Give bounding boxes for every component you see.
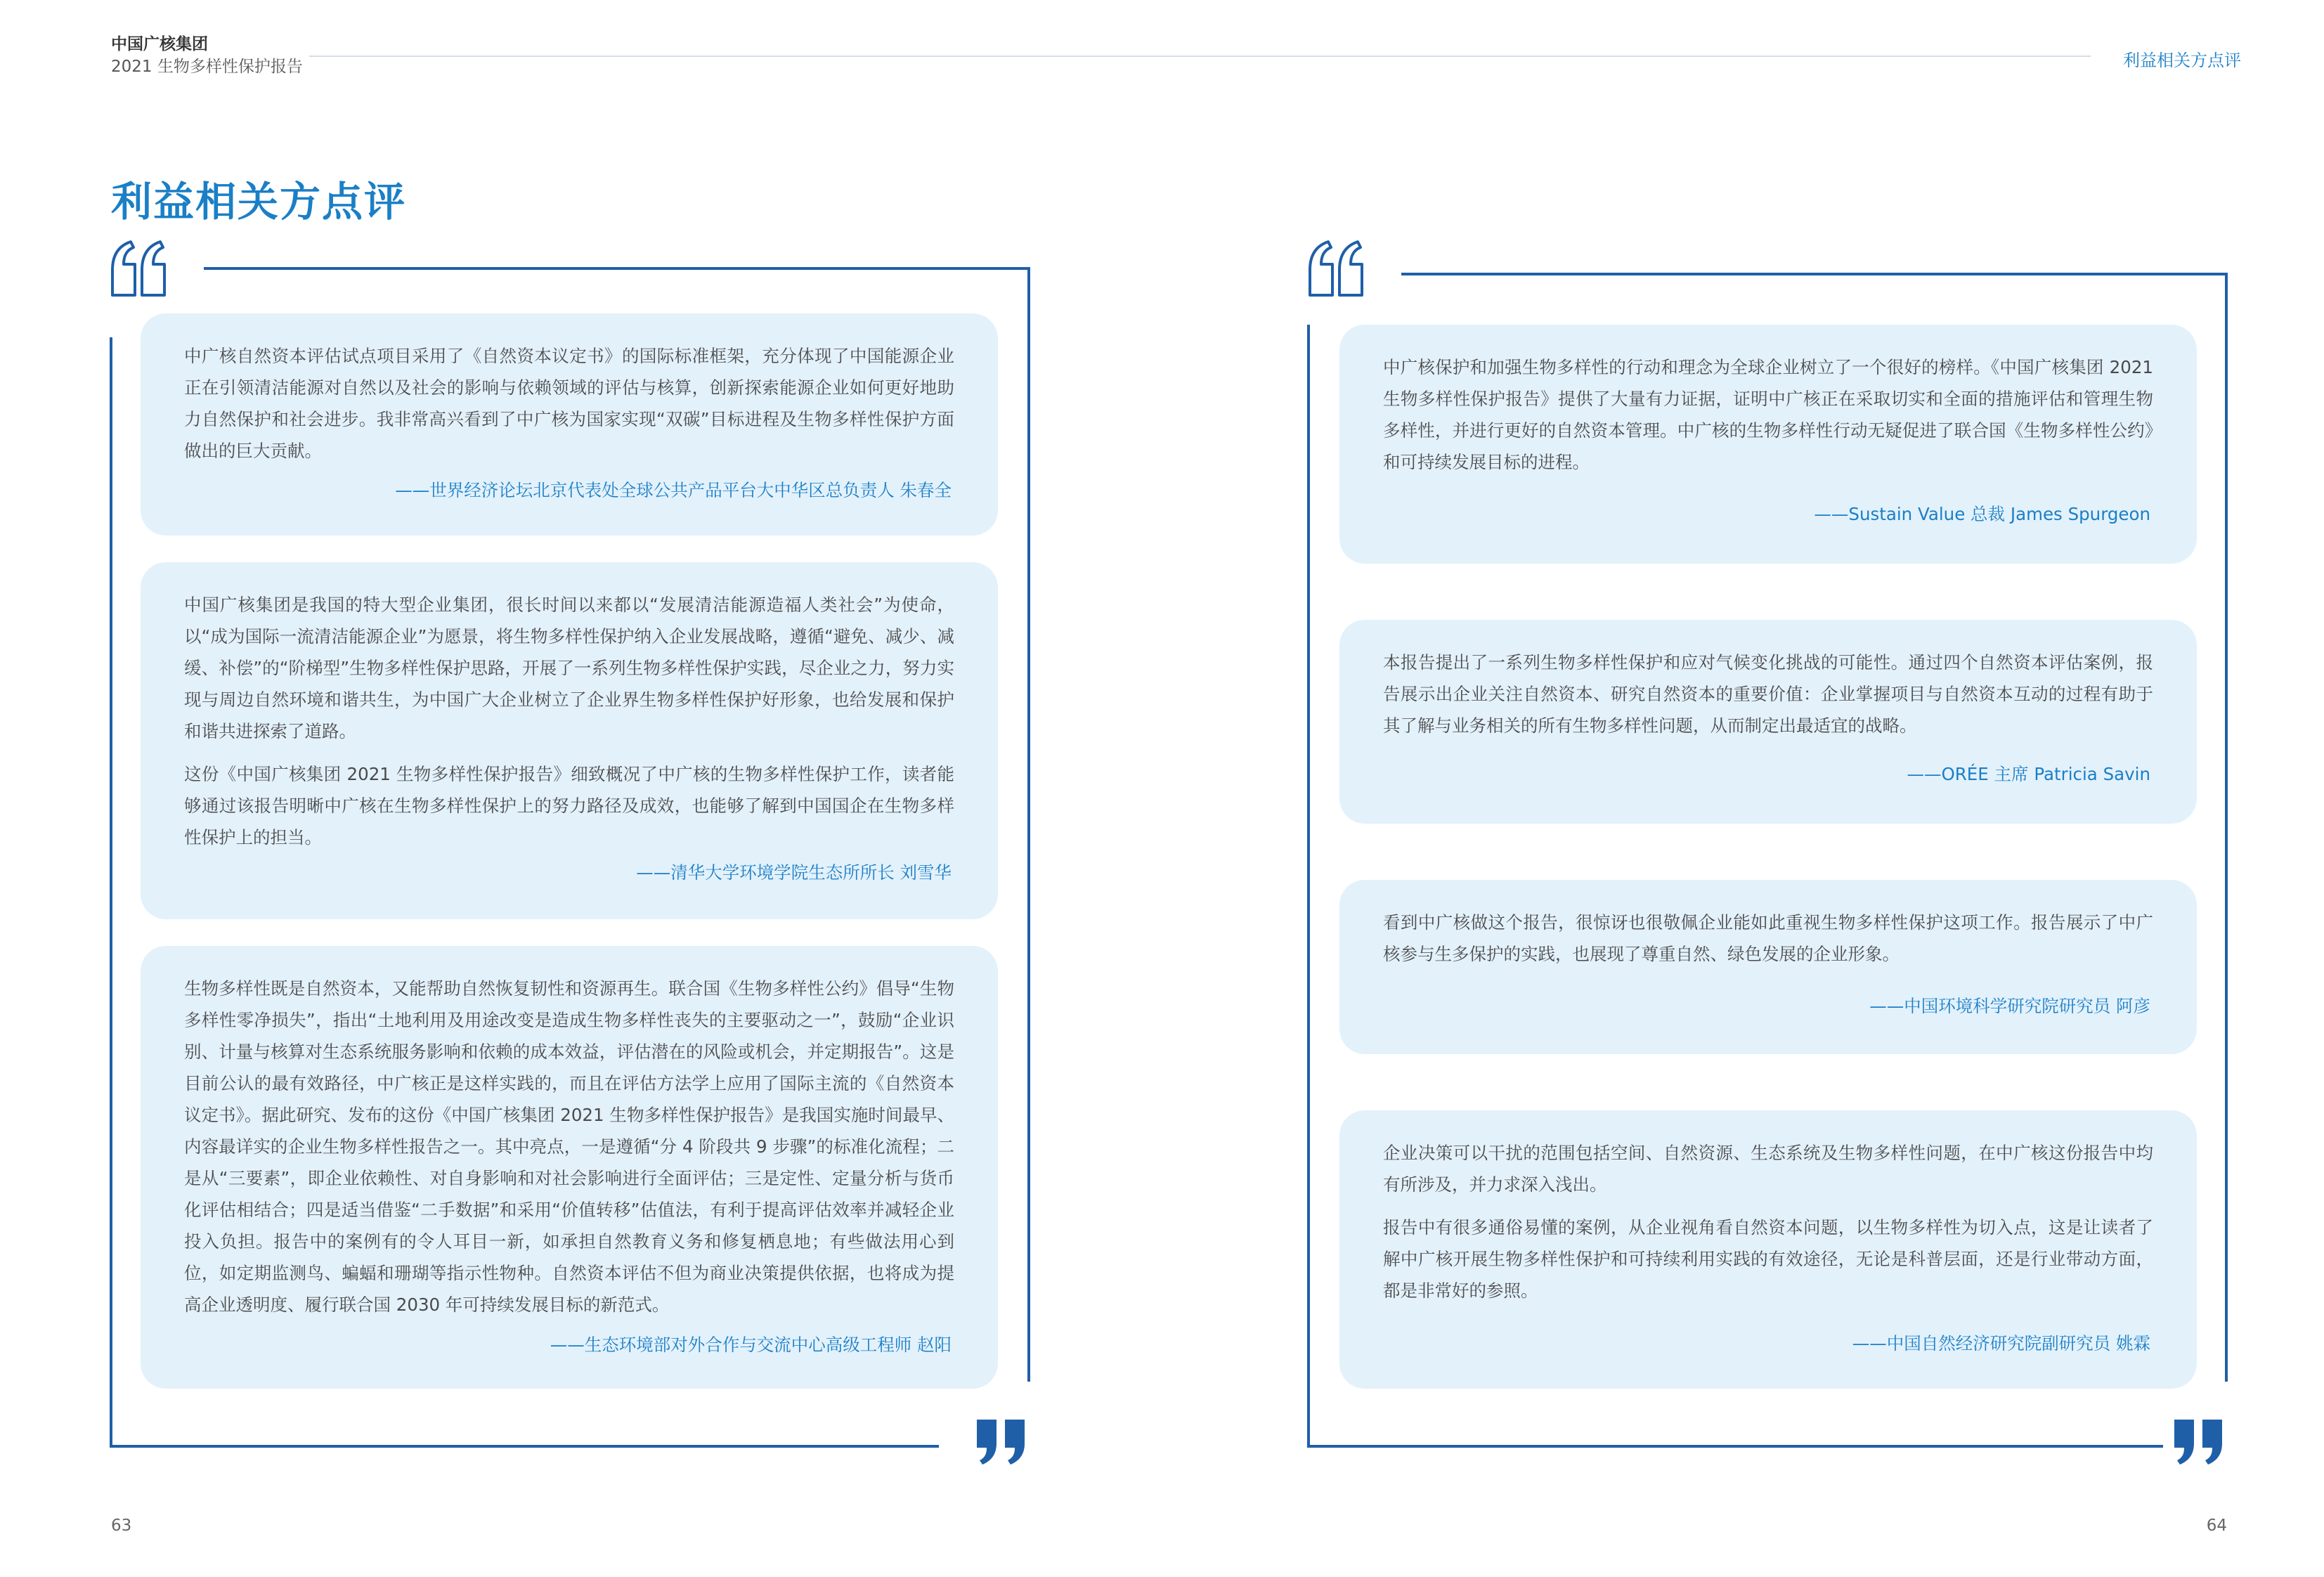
comment-signature: ——ORÉE 主席 Patricia Savin — [1907, 764, 2150, 784]
comment-paragraph: 这份《中国广核集团 2021 生物多样性保护报告》细致概况了中广核的生物多样性保护工作，读者能够通过该报告明晰中广核在生物多样性保护上的努力路径及成效，也能够了解到中国国企在生物多样性保护上的担当。 — [184, 764, 954, 848]
header-divider — [309, 56, 2091, 57]
comment-card — [141, 946, 998, 1389]
right-frame-bottom — [1307, 1445, 2163, 1448]
comment-signature: ——生态环境部对外合作与交流中心高级工程师 赵阳 — [550, 1335, 952, 1355]
comment-card — [1339, 1110, 2197, 1389]
open-quote-icon — [1307, 239, 1366, 298]
company-name: 中国广核集团 — [111, 35, 208, 53]
close-quote-icon — [977, 1420, 1026, 1465]
right-frame-left — [1307, 325, 1310, 1448]
comment-paragraph: 中广核自然资本评估试点项目采用了《自然资本议定书》的国际标准框架，充分体现了中国能源企业正在引领清洁能源对自然以及社会的影响与依赖领域的评估与核算，创新探索能源企业如何更好地助力自然保护和社会进步。我非常高兴看到了中广核为国家实现“双碳”目标进程及生物多样性保护方面做出的巨大贡献。 — [184, 346, 954, 461]
comment-paragraph: 企业决策可以干扰的范围包括空间、自然资源、生态系统及生物多样性问题，在中广核这份报告中均有所涉及，并力求深入浅出。 — [1383, 1143, 2153, 1195]
comment-signature: ——Sustain Value 总裁 James Spurgeon — [1814, 504, 2150, 524]
close-quote-icon — [2174, 1420, 2224, 1465]
open-quote-icon — [110, 239, 169, 298]
comment-signature: ——清华大学环境学院生态所所长 刘雪华 — [636, 862, 952, 883]
comment-card — [141, 313, 998, 536]
comment-card — [141, 562, 998, 919]
comment-paragraph: 本报告提出了一系列生物多样性保护和应对气候变化挑战的可能性。通过四个自然资本评估案例，报告展示出企业关注自然资本、研究自然资本的重要价值：企业掌握项目与自然资本互动的过程有助于其了解与业务相关的所有生物多样性问题，从而制定出最适宜的战略。 — [1383, 652, 2153, 736]
page-number-left: 63 — [111, 1517, 132, 1535]
comment-paragraph: 中国广核集团是我国的特大型企业集团，很长时间以来都以“发展清洁能源造福人类社会”为使命，以“成为国际一流清洁能源企业”为愿景，将生物多样性保护纳入企业发展战略，遵循“避免、减少、减缓、补偿”的“阶梯型”生物多样性保护思路，开展了一系列生物多样性保护实践，尽企业之力，努力实现与周边自然环境和谐共生，为中国广大企业树立了企业界生物多样性保护好形象，也给发展和保护和谐共进探索了道路。 — [184, 595, 954, 741]
comment-card — [1339, 325, 2197, 564]
comment-paragraph: 生物多样性既是自然资本，又能帮助自然恢复韧性和资源再生。联合国《生物多样性公约》倡导“生物多样性零净损失”，指出“土地利用及用途改变是造成生物多样性丧失的主要驱动之一”，鼓励“企业识别、计量与核算对生态系统服务影响和依赖的成本效益，评估潜在的风险或机会，并定期报告”。这是目前公认的最有效路径，中广核正是这样实践的，而且在评估方法学上应用了国际主流的《自然资本议定书》。据此研究、发布的这份《中国广核集团 2021 生物多样性保护报告》是我国实施时间最早、内容最详实的企业生物多样性报告之一。其中亮点，一是遵循“分 4 阶段共 9 步骤”的标准化流程；二是从“三要素”，即企业依赖性、对自身影响和对社会影响进行全面评估；三是定性、定量分析与货币化评估相结合；四是适当借鉴“二手数据”和采用“价值转移”估值法，有利于提高评估效率并减轻企业投入负担。报告中的案例有的令人耳目一新，如承担自然教育义务和修复栖息地；有些做法用心到位，如定期监测鸟、蝙蝠和珊瑚等指示性物种。自然资本评估不但为商业决策提供依据，也将成为提高企业透明度、履行联合国 2030 年可持续发展目标的新范式。 — [184, 978, 954, 1315]
comment-signature: ——中国环境科学研究院研究员 阿彦 — [1869, 996, 2150, 1016]
comment-paragraph: 看到中广核做这个报告，很惊讶也很敬佩企业能如此重视生物多样性保护这项工作。报告展示了中广核参与生多保护的实践，也展现了尊重自然、绿色发展的企业形象。 — [1383, 912, 2153, 964]
left-frame-bottom — [110, 1445, 939, 1448]
left-frame-top — [204, 267, 1030, 270]
comment-card — [1339, 880, 2197, 1054]
report-title: 2021 生物多样性保护报告 — [111, 58, 303, 76]
comment-paragraph: 中广核保护和加强生物多样性的行动和理念为全球企业树立了一个很好的榜样。《中国广核集团 2021 生物多样性保护报告》提供了大量有力证据，证明中广核正在采取切实和全面的措施评估和管理生物多样性，并进行更好的自然资本管理。中广核的生物多样性行动无疑促进了联合国《生物多样性公约》和可持续发展目标的进程。 — [1383, 357, 2153, 472]
right-frame-right — [2225, 273, 2228, 1382]
left-frame-right — [1027, 267, 1030, 1382]
page-number-right: 64 — [2206, 1517, 2227, 1535]
comment-paragraph: 报告中有很多通俗易懂的案例，从企业视角看自然资本问题，以生物多样性为切入点，这是让读者了解中广核开展生物多样性保护和可持续利用实践的有效途径，无论是科普层面，还是行业带动方面，都是非常好的参照。 — [1383, 1217, 2153, 1301]
right-frame-top — [1401, 273, 2228, 275]
comment-card — [1339, 620, 2197, 824]
comment-signature: ——世界经济论坛北京代表处全球公共产品平台大中华区总负责人 朱春全 — [395, 480, 952, 500]
comment-signature: ——中国自然经济研究院副研究员 姚霖 — [1852, 1333, 2150, 1354]
page-title: 利益相关方点评 — [111, 178, 407, 226]
left-frame-left — [110, 337, 112, 1448]
section-label: 利益相关方点评 — [2123, 51, 2241, 70]
